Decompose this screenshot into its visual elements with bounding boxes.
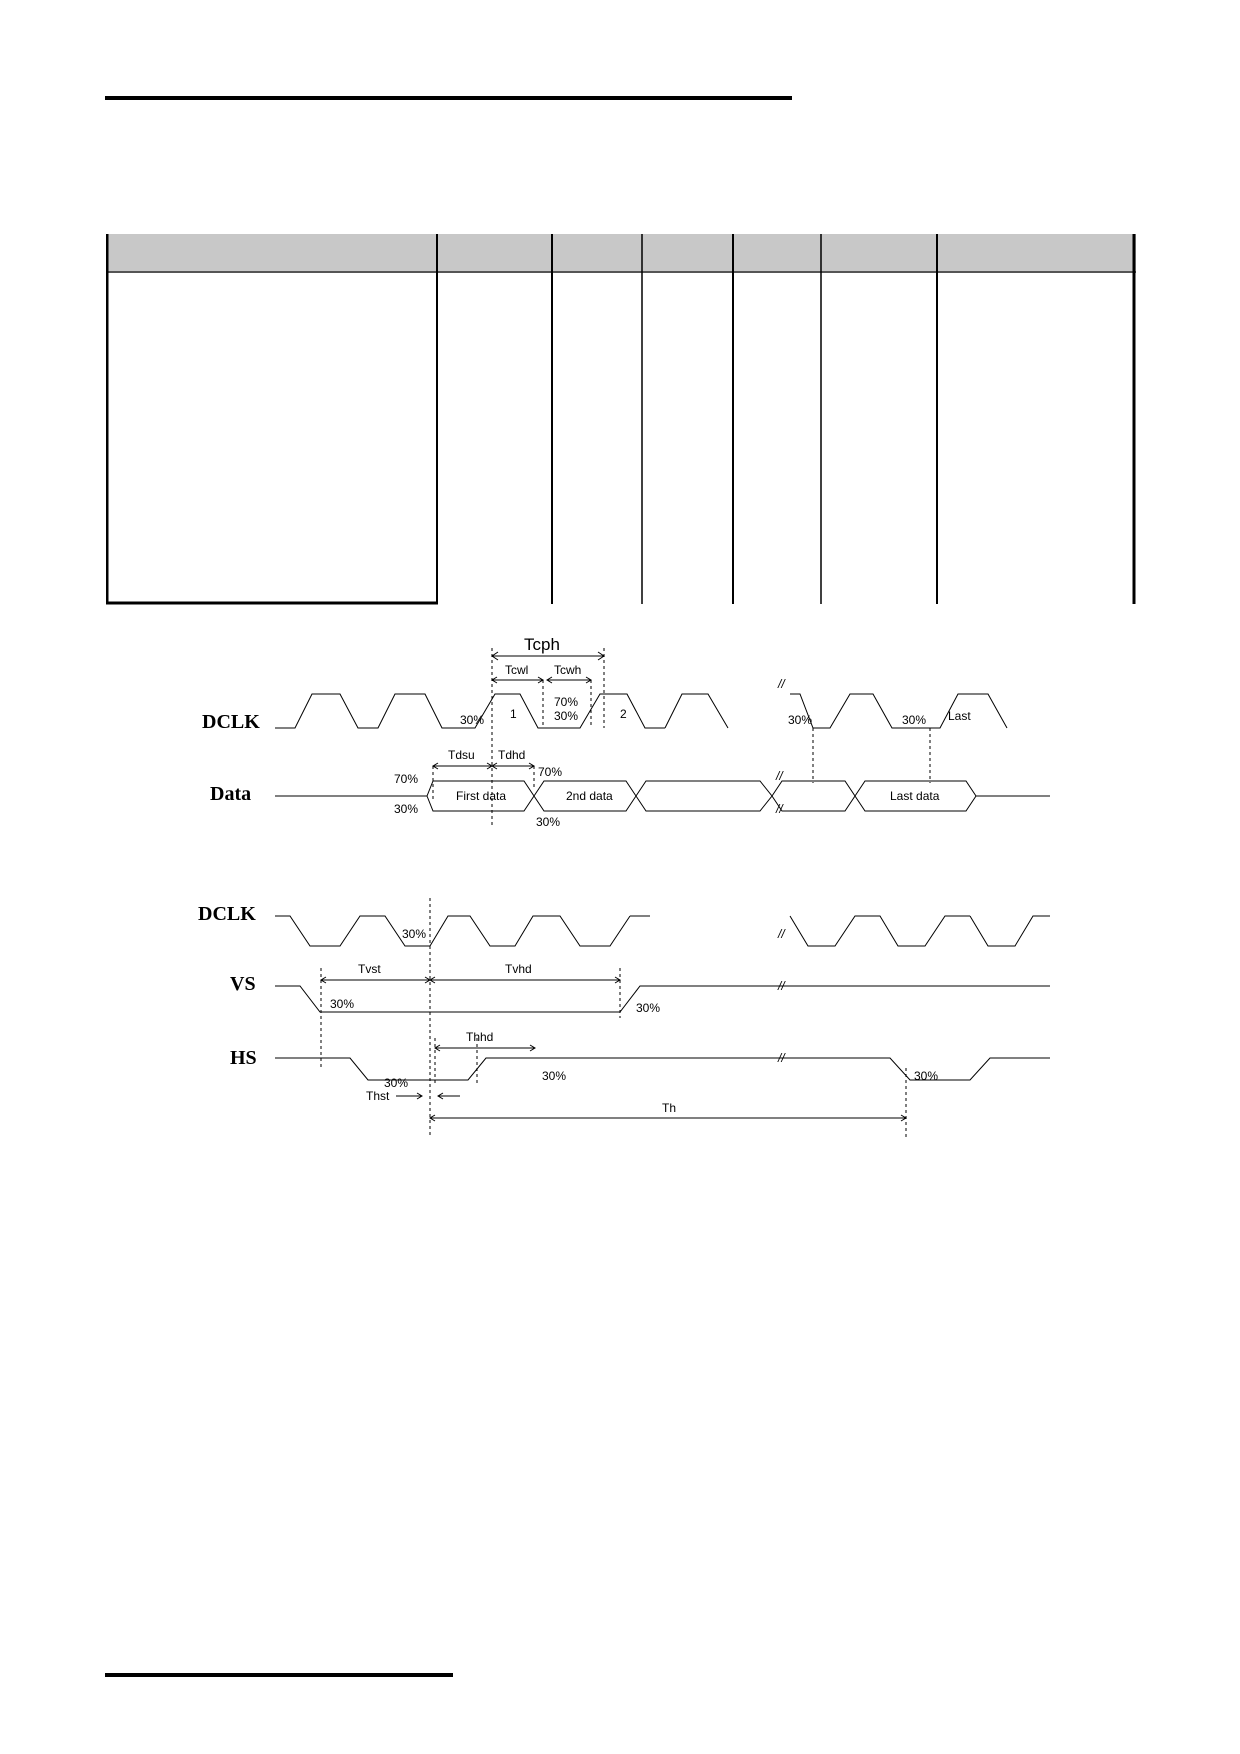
label-30pct: 30% [330,997,355,1011]
label-tcwl: Tcwl [505,663,529,677]
dclk-waveform-2 [275,916,630,946]
label-tvst: Tvst [358,962,381,976]
label-30pct: 30% [394,802,419,816]
data-label-second: 2nd data [566,789,613,803]
timing-table-grid [106,234,1140,606]
label-tdsu: Tdsu [448,748,475,762]
break-mark: // [778,677,785,691]
label-clock-last: Last [948,709,971,723]
break-mark: // [776,769,783,783]
signal-label-hs: HS [230,1047,257,1069]
label-tcph: Tcph [524,635,560,654]
label-30pct: 30% [536,815,561,829]
label-30pct: 30% [636,1001,661,1015]
data-cell-3 [636,781,772,811]
label-30pct: 30% [460,713,485,727]
footer-rule [105,1673,453,1677]
dclk-waveform-1c [665,694,728,728]
timing-table [106,234,1140,606]
label-30pct: 30% [914,1069,939,1083]
signal-label-data: Data [210,783,252,805]
label-30pct: 30% [788,713,813,727]
label-70pct: 70% [538,765,563,779]
label-30pct: 30% [542,1069,567,1083]
label-tcwh: Tcwh [554,663,582,677]
dclk-waveform-1b [790,694,1007,728]
break-mark: // [778,1051,785,1065]
label-clock-1: 1 [510,707,517,721]
signal-label-dclk-2: DCLK [198,903,256,925]
data-label-first: First data [456,789,507,803]
break-mark: // [778,979,785,993]
label-30pct: 30% [402,927,427,941]
label-70pct: 70% [554,695,579,709]
vs-waveform [275,986,1050,1012]
table-header-band [106,234,1136,272]
label-30pct: 30% [384,1076,409,1090]
signal-label-vs: VS [230,973,256,995]
label-tdhd: Tdhd [498,748,526,762]
header-rule [105,96,792,100]
label-30pct: 30% [902,713,927,727]
label-tvhd: Tvhd [505,962,532,976]
label-thst: Thst [366,1089,390,1103]
timing-diagram-svg [190,628,1070,1138]
timing-diagram [190,628,1070,1138]
label-th: Th [662,1101,677,1115]
label-30pct: 30% [554,709,579,723]
break-mark: // [776,802,783,816]
break-mark: // [778,927,785,941]
label-clock-2: 2 [620,707,627,721]
signal-label-dclk: DCLK [202,711,260,733]
data-label-last: Last data [890,789,940,803]
label-70pct: 70% [394,772,419,786]
label-thhd: Thhd [466,1030,494,1044]
